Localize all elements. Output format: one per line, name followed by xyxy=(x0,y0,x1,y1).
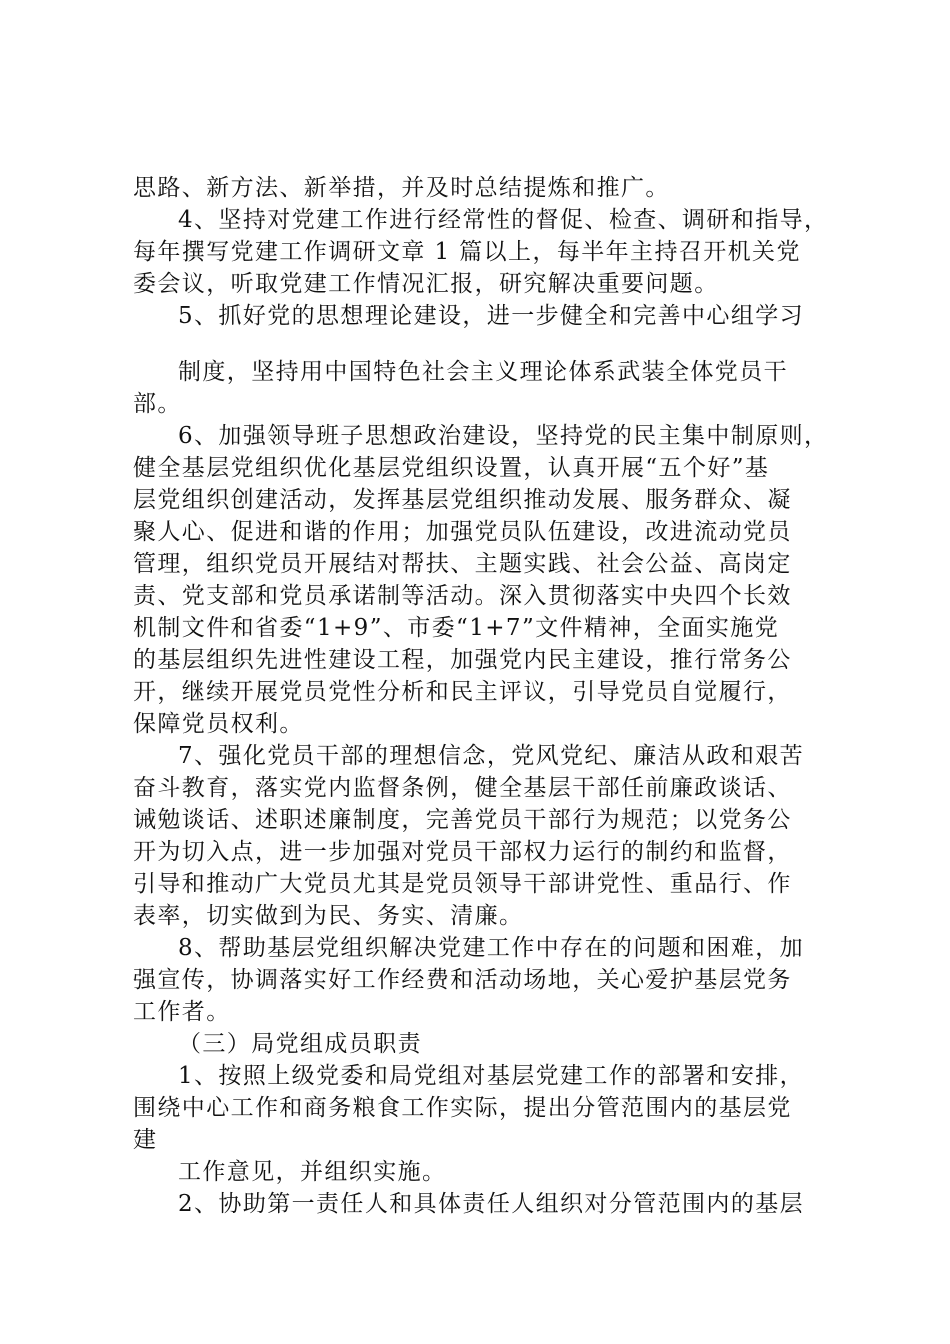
text-line: 围绕中心工作和商务粮食工作实际，提出分管范围内的基层党 xyxy=(133,1095,792,1121)
text-line: 的基层组织先进性建设工程，加强党内民主建设，推行常务公 xyxy=(133,647,792,673)
text-line: 1、按照上级党委和局党组对基层党建工作的部署和安排， xyxy=(178,1063,805,1089)
text-line: 层党组织创建活动，发挥基层党组织推动发展、服务群众、凝 xyxy=(133,487,792,513)
text-line: 思路、新方法、新举措，并及时总结提炼和推广。 xyxy=(133,175,670,201)
text-line: 6、加强领导班子思想政治建设，坚持党的民主集中制原则， xyxy=(178,423,829,449)
text-line: 机制文件和省委“1+9”、市委“1+7”文件精神，全面实施党 xyxy=(133,615,780,641)
text-line: 奋斗教育，落实党内监督条例，健全基层干部任前廉政谈话、 xyxy=(133,775,792,801)
text-line: 诫勉谈话、述职述廉制度，完善党员干部行为规范；以党务公 xyxy=(133,807,792,833)
text-line: 开，继续开展党员党性分析和民主评议，引导党员自觉履行， xyxy=(133,679,792,705)
text-line: 强宣传，协调落实好工作经费和活动场地，关心爱护基层党务 xyxy=(133,967,792,993)
text-line: 制度，坚持用中国特色社会主义理论体系武装全体党员干 xyxy=(178,359,788,385)
text-line: 8、帮助基层党组织解决党建工作中存在的问题和困难，加 xyxy=(178,935,805,961)
text-line: 7、强化党员干部的理想信念，党风党纪、廉洁从政和艰苦 xyxy=(178,743,805,769)
text-line: 建 xyxy=(133,1127,158,1153)
text-line: 工作意见，并组织实施。 xyxy=(178,1159,447,1185)
text-line: 部。 xyxy=(133,391,182,417)
text-line: 引导和推动广大党员尤其是党员领导干部讲党性、重品行、作 xyxy=(133,871,792,897)
section-heading: （三）局党组成员职责 xyxy=(178,1031,422,1057)
text-line: 2、协助第一责任人和具体责任人组织对分管范围内的基层 xyxy=(178,1191,805,1217)
text-line: 表率，切实做到为民、务实、清廉。 xyxy=(133,903,524,929)
text-line: 责、党支部和党员承诺制等活动。深入贯彻落实中央四个长效 xyxy=(133,583,792,609)
text-line: 4、坚持对党建工作进行经常性的督促、检查、调研和指导， xyxy=(178,207,829,233)
text-line: 聚人心、促进和谐的作用；加强党员队伍建设，改进流动党员 xyxy=(133,519,792,545)
text-line: 开为切入点，进一步加强对党员干部权力运行的制约和监督， xyxy=(133,839,792,865)
text-line: 健全基层党组织优化基层党组织设置，认真开展“五个好”基 xyxy=(133,455,770,481)
text-line: 工作者。 xyxy=(133,999,231,1025)
text-line: 保障党员权利。 xyxy=(133,711,304,737)
text-line: 委会议，听取党建工作情况汇报，研究解决重要问题。 xyxy=(133,271,719,297)
text-line: 5、抓好党的思想理论建设，进一步健全和完善中心组学习 xyxy=(178,303,805,329)
text-line: 管理，组织党员开展结对帮扶、主题实践、社会公益、高岗定 xyxy=(133,551,792,577)
text-line: 每年撰写党建工作调研文章 1 篇以上，每半年主持召开机关党 xyxy=(133,239,801,265)
